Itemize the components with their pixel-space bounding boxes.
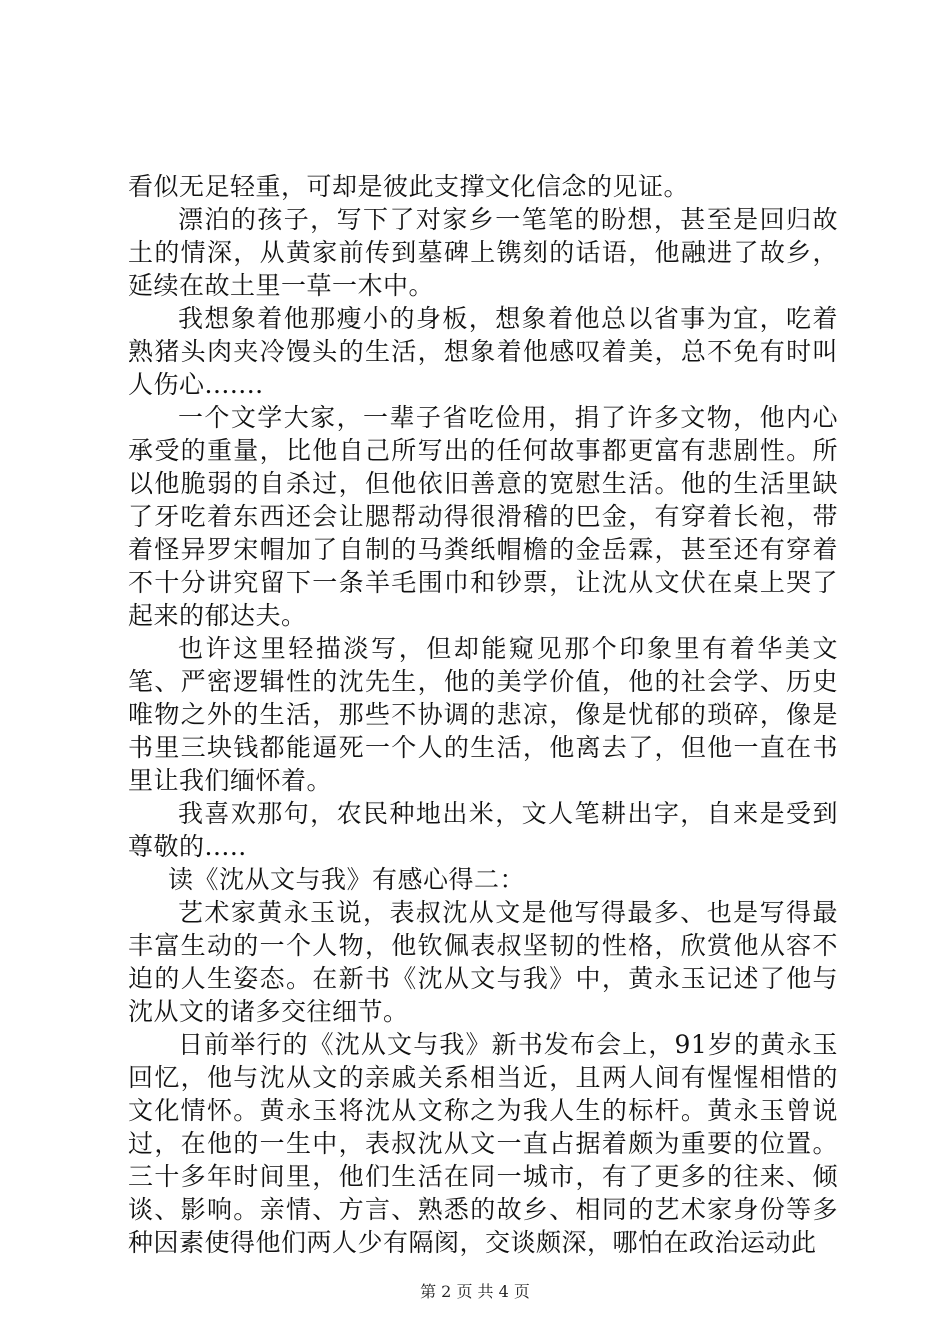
paragraph: 漂泊的孩子，写下了对家乡一笔笔的盼想，甚至是回归故土的情深，从黄家前传到墓碑上镌刻的话语，他融进了故乡，延续在故土里一草一木中。	[128, 205, 838, 300]
paragraph: 我想象着他那瘦小的身板，想象着他总以省事为宜，吃着熟猪头肉夹冷馒头的生活，想象着他感叹着美，总不免有时叫人伤心.......	[128, 304, 838, 399]
paragraph: 日前举行的《沈从文与我》新书发布会上，91岁的黄永玉回忆，他与沈从文的亲戚关系相当近，且两人间有惺惺相惜的文化情怀。黄永玉将沈从文称之为我人生的标杆。黄永玉曾说过，在他的一生中，表叔沈从文一直占据着颇为重要的位置。三十多年时间里，他们生活在同一城市，有了更多的往来、倾谈、影响。亲情、方言、熟悉的故乡、相同的艺术家身份等多种因素使得他们两人少有隔阂，交谈颇深，哪怕在政治运动此	[128, 1030, 838, 1257]
page-footer	[0, 1279, 950, 1302]
paragraph: 一个文学大家，一辈子省吃俭用，捐了许多文物，他内心承受的重量，比他自己所写出的任何故事都更富有悲剧性。所以他脆弱的自杀过，但他依旧善意的宽慰生活。他的生活里缺了牙吃着东西还会让腮帮动得很滑稽的巴金，有穿着长袍，带着怪异罗宋帽加了自制的马粪纸帽檐的金岳霖，甚至还有穿着不十分讲究留下一条羊毛围巾和钞票，让沈从文伏在桌上哭了起来的郁达夫。	[128, 403, 838, 630]
paragraph: 也许这里轻描淡写，但却能窥见那个印象里有着华美文笔、严密逻辑性的沈先生，他的美学价值，他的社会学、历史唯物之外的生活，那些不协调的悲凉，像是忧郁的琐碎，像是书里三块钱都能逼死一个人的生活，他离去了，但他一直在书里让我们缅怀着。	[128, 634, 838, 795]
section-heading: 读《沈从文与我》有感心得二：	[168, 865, 526, 894]
paragraph: 我喜欢那句，农民种地出米，文人笔耕出字，自来是受到尊敬的.....	[128, 799, 838, 861]
paragraph: 看似无足轻重，可却是彼此支撑文化信念的见证。	[128, 172, 690, 201]
page-number: 第 2 页 共 4 页	[420, 1282, 530, 1301]
document-body	[128, 170, 838, 1259]
paragraph: 艺术家黄永玉说，表叔沈从文是他写得最多、也是写得最丰富生动的一个人物，他钦佩表叔坚韧的性格，欣赏他从容不迫的人生姿态。在新书《沈从文与我》中，黄永玉记述了他与沈从文的诸多交往细节。	[128, 898, 838, 1026]
